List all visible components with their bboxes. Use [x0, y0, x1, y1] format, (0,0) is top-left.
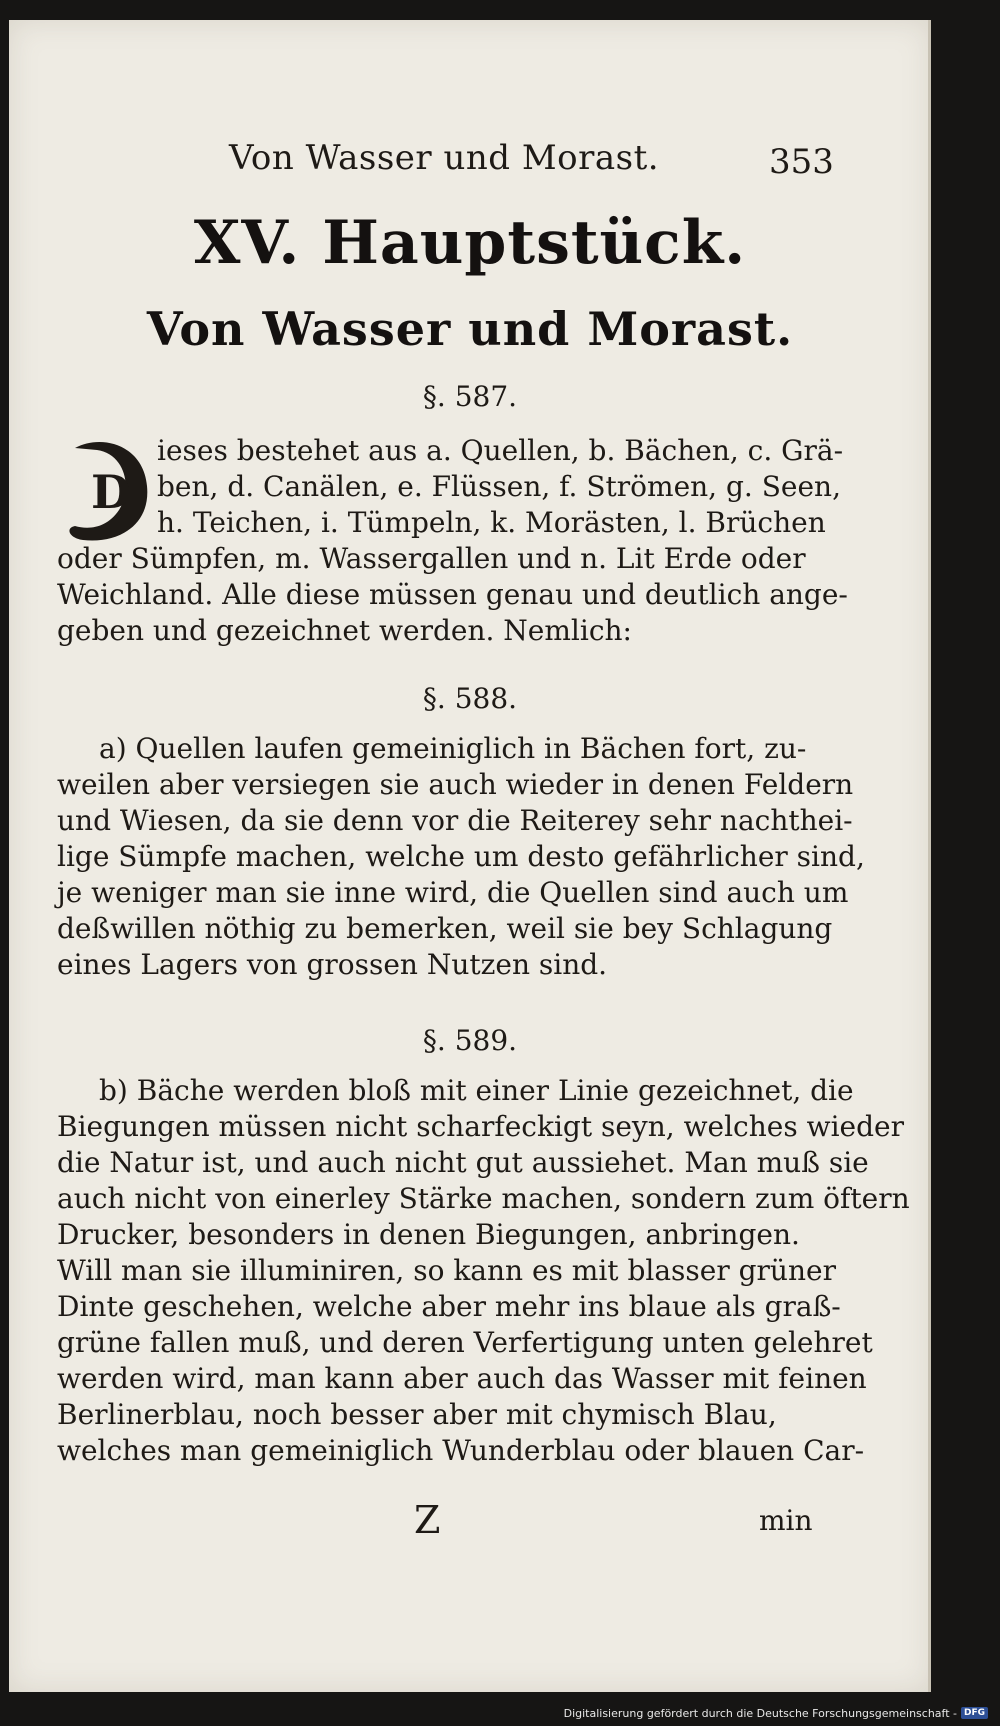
text-line: je weniger man sie inne wird, die Quellen sind auch um — [57, 876, 849, 909]
text-line: a) Quellen laufen gemeiniglich in Bächen fort, zu- — [99, 732, 807, 765]
text-line: welches man gemeiniglich Wunderblau oder blauen Car- — [57, 1434, 865, 1467]
section-number: §. 587. — [422, 380, 518, 413]
section-number: §. 588. — [422, 682, 518, 715]
chapter-title: XV. Hauptstück. — [193, 208, 747, 278]
catchword: min — [759, 1504, 813, 1537]
section-number: §. 589. — [422, 1024, 518, 1057]
text-line: eines Lagers von grossen Nutzen sind. — [57, 948, 608, 981]
footer-text: Digitalisierung gefördert durch die Deutsche Forschungsgemeinschaft - — [563, 1706, 957, 1720]
text-line: h. Teichen, i. Tümpeln, k. Morästen, l. Brüchen — [157, 506, 826, 539]
text-line: Berlinerblau, noch besser aber mit chymisch Blau, — [57, 1398, 777, 1431]
text-line: Weichland. Alle diese müssen genau und deutlich ange- — [57, 578, 848, 611]
text-line: oder Sümpfen, m. Wassergallen und n. Lit Erde oder — [57, 542, 806, 575]
text-line: Drucker, besonders in denen Biegungen, anbringen. — [57, 1218, 800, 1251]
text-line: und Wiesen, da sie denn vor die Reiterey sehr nachthei- — [57, 804, 853, 837]
text-line: weilen aber versiegen sie auch wieder in denen Feldern — [57, 768, 854, 801]
text-line: Will man sie illuminiren, so kann es mit blasser grüner — [57, 1254, 836, 1287]
book-page — [9, 20, 931, 1692]
text-line: ieses bestehet aus a. Quellen, b. Bächen, c. Grä- — [157, 434, 844, 467]
signature-mark: Z — [414, 1498, 441, 1542]
running-title: Von Wasser und Morast. — [229, 138, 660, 178]
text-line: die Natur ist, und auch nicht gut aussiehet. Man muß sie — [57, 1146, 869, 1179]
text-line: ben, d. Canälen, e. Flüssen, f. Strömen, g. Seen, — [157, 470, 841, 503]
text-line: b) Bäche werden bloß mit einer Linie gezeichnet, die — [99, 1074, 854, 1107]
running-head — [9, 138, 931, 188]
text-line: geben und gezeichnet werden. Nemlich: — [57, 614, 632, 647]
page-number: 353 — [769, 142, 834, 182]
text-line: deßwillen nöthig zu bemerken, weil sie bey Schlagung — [57, 912, 833, 945]
svg-text:D: D — [91, 465, 131, 519]
text-line: grüne fallen muß, und deren Verfertigung unten gelehret — [57, 1326, 873, 1359]
drop-cap-d — [61, 430, 153, 548]
dfg-logo: DFG — [961, 1707, 988, 1719]
text-line: Biegungen müssen nicht scharfeckigt seyn, welches wieder — [57, 1110, 904, 1143]
text-line: werden wird, man kann aber auch das Wasser mit feinen — [57, 1362, 867, 1395]
text-line: auch nicht von einerley Stärke machen, sondern zum öftern — [57, 1182, 910, 1215]
text-line: lige Sümpfe machen, welche um desto gefährlicher sind, — [57, 840, 865, 873]
chapter-subtitle: Von Wasser und Morast. — [146, 302, 794, 356]
digitization-footer — [564, 1704, 988, 1722]
text-line: Dinte geschehen, welche aber mehr ins blaue als graß- — [57, 1290, 841, 1323]
